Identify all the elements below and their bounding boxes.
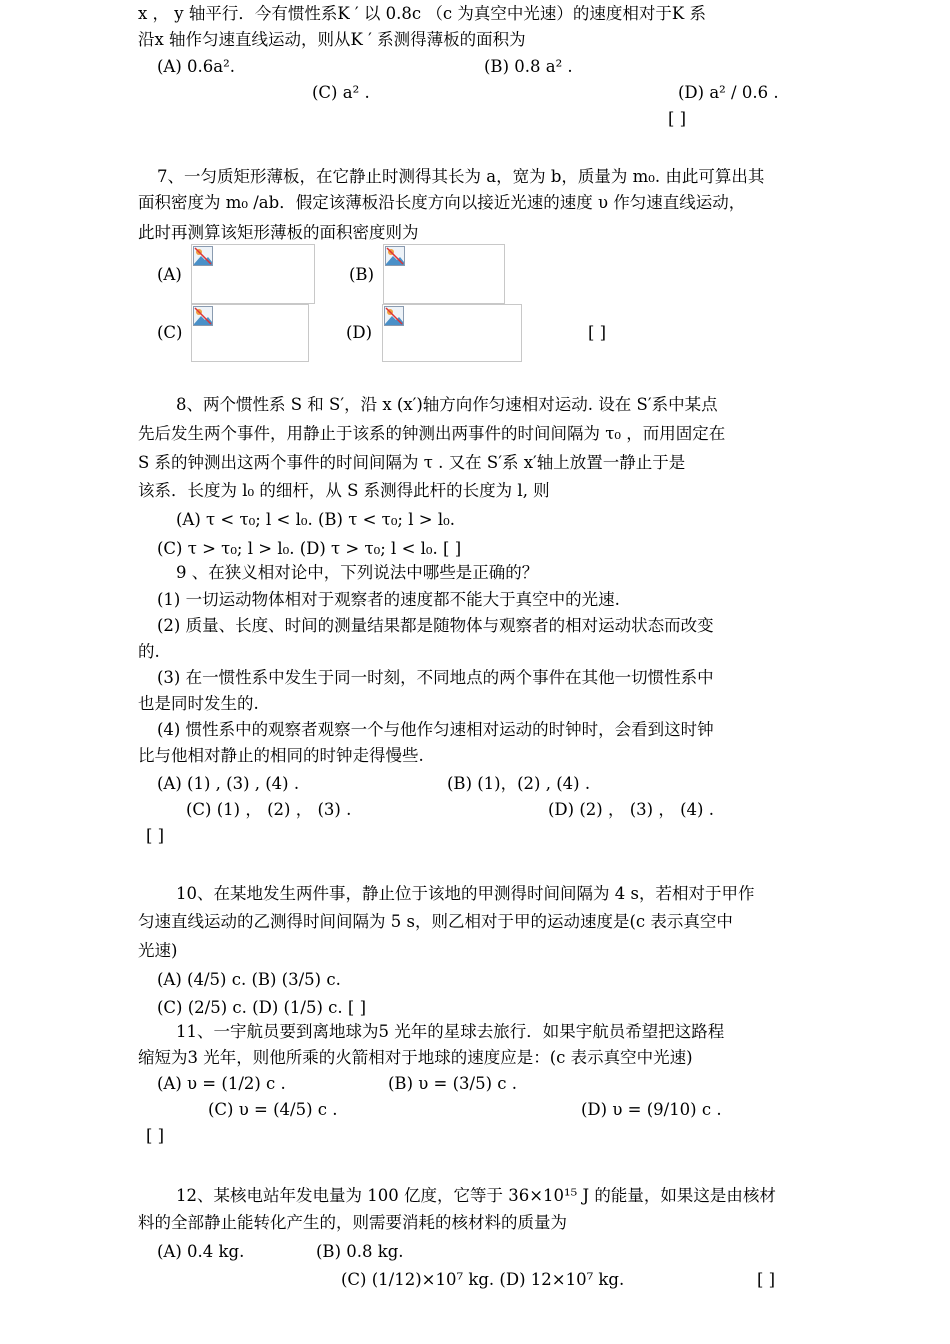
q7-option-a-image (191, 244, 315, 304)
q8-line-3: S 系的钟测出这两个事件的时间间隔为 τ . 又在 S′系 x′轴上放置一静止于是 (138, 453, 686, 472)
q7-option-b-image (383, 244, 505, 304)
broken-image-icon (193, 246, 213, 266)
q7-option-c-label: (C) (157, 323, 183, 342)
q7-line-2: 面积密度为 m₀ /ab．假定该薄板沿长度方向以接近光速的速度 υ 作匀速直线运动， (138, 193, 746, 212)
broken-image-icon (193, 306, 213, 326)
q11-option-d: (D) υ = (9/10) c . (581, 1100, 722, 1119)
q6-answer-bracket: [ ] (668, 109, 687, 128)
q7-option-c-image (191, 304, 309, 362)
q12-option-b: (B) 0.8 kg. (316, 1242, 404, 1261)
q8-options-ab: (A) τ < τ₀; l < l₀. (B) τ < τ₀; l > l₀. (176, 510, 455, 529)
q8-line-4: 该系．长度为 l₀ 的细杆，从 S 系测得此杆的长度为 l, 则 (138, 481, 550, 500)
q9-statement-2: (2) 质量、长度、时间的测量结果都是随物体与观察者的相对运动状态而改变 (157, 616, 714, 635)
q12-options-cd: (C) (1/12)×10⁷ kg. (D) 12×10⁷ kg. (341, 1270, 625, 1289)
q7-option-d-image (382, 304, 522, 362)
q9-option-a: (A) (1) , (3) , (4) . (157, 774, 300, 793)
q7-option-b-label: (B) (349, 265, 374, 284)
q10-line-2: 匀速直线运动的乙测得时间间隔为 5 s，则乙相对于甲的运动速度是(c 表示真空中 (138, 912, 733, 931)
q9-answer-bracket: [ ] (146, 826, 165, 845)
q12-option-a: (A) 0.4 kg. (157, 1242, 245, 1261)
q10-line-1: 10、在某地发生两件事，静止位于该地的甲测得时间间隔为 4 s，若相对于甲作 (176, 884, 755, 903)
q9-option-d: (D) (2) ， (3) ， (4) . (548, 800, 714, 819)
q11-line-2: 缩短为3 光年，则他所乘的火箭相对于地球的速度应是：(c 表示真空中光速) (138, 1048, 693, 1067)
q7-line-1: 7、一匀质矩形薄板，在它静止时测得其长为 a，宽为 b，质量为 m₀. 由此可算出其 (157, 167, 765, 186)
broken-image-icon (384, 306, 404, 326)
q12-line-1: 12、某核电站年发电量为 100 亿度，它等于 36×10¹⁵ J 的能量，如果这是由核材 (176, 1186, 776, 1205)
q7-answer-bracket: [ ] (588, 323, 607, 342)
q9-option-b: (B) (1)，(2) , (4) . (447, 774, 591, 793)
q6-line-1: x ， y 轴平行．今有惯性系K ′ 以 0.8c （c 为真空中光速）的速度相对于K 系 (138, 4, 706, 23)
q11-option-c: (C) υ = (4/5) c . (208, 1100, 338, 1119)
q12-line-2: 料的全部静止能转化产生的，则需要消耗的核材料的质量为 (138, 1213, 567, 1232)
q8-line-1: 8、两个惯性系 S 和 S′，沿 x (x′)轴方向作匀速相对运动. 设在 S′系中某点 (176, 395, 718, 414)
q9-option-c: (C) (1) ， (2) ， (3) . (186, 800, 352, 819)
q6-option-d: (D) a² / 0.6 . (678, 83, 779, 102)
q6-option-b: (B) 0.8 a² . (484, 57, 573, 76)
q11-answer-bracket: [ ] (146, 1126, 165, 1145)
q9-statement-2-cont: 的. (138, 642, 160, 661)
q9-stem: 9 、在狭义相对论中，下列说法中哪些是正确的？ (176, 563, 539, 582)
q9-statement-3-cont: 也是同时发生的. (138, 694, 259, 713)
q7-line-3: 此时再测算该矩形薄板的面积密度则为 (138, 223, 419, 242)
q6-option-a: (A) 0.6a². (157, 57, 235, 76)
q9-statement-1: (1) 一切运动物体相对于观察者的速度都不能大于真空中的光速. (157, 590, 620, 609)
q11-option-a: (A) υ = (1/2) c . (157, 1074, 286, 1093)
q12-answer-bracket: [ ] (757, 1270, 776, 1289)
q10-options-ab: (A) (4/5) c. (B) (3/5) c. (157, 970, 341, 989)
q7-option-a-label: (A) (157, 265, 182, 284)
q6-line-2: 沿x 轴作匀速直线运动，则从K ′ 系测得薄板的面积为 (138, 30, 526, 49)
q9-statement-4-cont: 比与他相对静止的相同的时钟走得慢些. (138, 746, 424, 765)
q11-option-b: (B) υ = (3/5) c . (388, 1074, 517, 1093)
q11-line-1: 11、一宇航员要到离地球为5 光年的星球去旅行．如果宇航员希望把这路程 (176, 1022, 725, 1041)
broken-image-icon (385, 246, 405, 266)
q8-line-2: 先后发生两个事件，用静止于该系的钟测出两事件的时间间隔为 τ₀ ，而用固定在 (138, 424, 726, 443)
q6-option-c: (C) a² . (312, 83, 370, 102)
q10-options-cd: (C) (2/5) c. (D) (1/5) c. [ ] (157, 998, 367, 1017)
q8-options-cd: (C) τ > τ₀; l > l₀. (D) τ > τ₀; l < l₀. [ ] (157, 539, 462, 558)
q7-option-d-label: (D) (346, 323, 373, 342)
q9-statement-3: (3) 在一惯性系中发生于同一时刻，不同地点的两个事件在其他一切惯性系中 (157, 668, 714, 687)
q10-line-3: 光速) (138, 941, 178, 960)
q9-statement-4: (4) 惯性系中的观察者观察一个与他作匀速相对运动的时钟时，会看到这时钟 (157, 720, 714, 739)
